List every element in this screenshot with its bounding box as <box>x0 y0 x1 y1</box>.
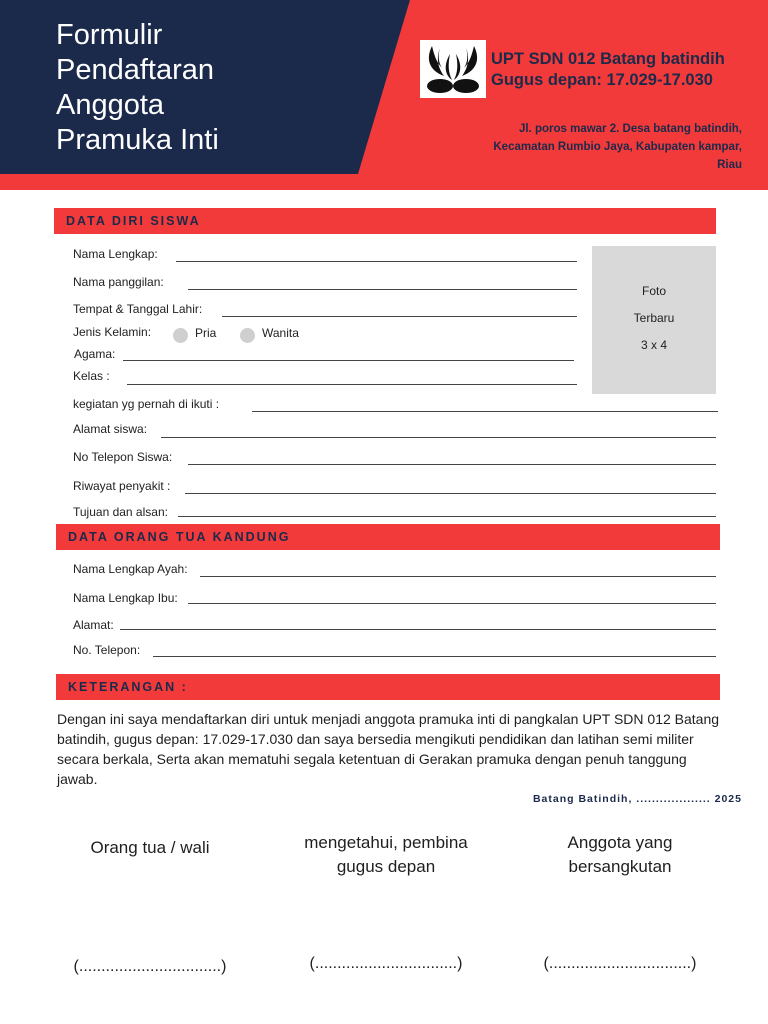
section-parent-heading: DATA ORANG TUA KANDUNG <box>68 530 291 544</box>
label-father: Nama Lengkap Ayah: <box>73 562 188 576</box>
label-phone: No Telepon Siswa: <box>73 450 173 464</box>
photo-placeholder <box>592 246 716 394</box>
scout-logo-icon <box>420 40 486 98</box>
input-parent-phone[interactable] <box>153 656 716 657</box>
signature-parent-title-line-1: Orang tua / wali <box>90 838 210 857</box>
section-notes-heading: KETERANGAN : <box>68 680 188 694</box>
label-class: Kelas : <box>73 369 110 383</box>
form-title-line-3: Anggota <box>56 89 165 121</box>
label-mother: Nama Lengkap Ibu: <box>73 591 178 605</box>
input-phone[interactable] <box>188 464 716 465</box>
school-name: UPT SDN 012 Batang batindih <box>491 50 725 68</box>
declaration-statement: Dengan ini saya mendaftarkan diri untuk menjadi anggota pramuka inti di pangkalan UPT SDN 012 Batang batindih, gugus depan: 17.029-17.030 dan saya bersedia mengikuti pendidikan dan latihan semi militer secara berkala, Serta akan mematuhi segala ketentuan di Gerakan pramuka dengan penuh tanggung jawab. <box>57 711 720 787</box>
section-student-data <box>54 208 716 234</box>
address-line-2: Kecamatan Rumbio Jaya, Kabupaten kampar, <box>493 141 742 153</box>
label-female: Wanita <box>262 326 299 340</box>
label-purpose: Tujuan dan alsan: <box>73 505 168 519</box>
label-gender: Jenis Kelamin: <box>73 325 152 339</box>
signature-coach-title-line-2: gugus depan <box>336 857 436 876</box>
input-parent-address[interactable] <box>120 629 716 630</box>
label-male: Pria <box>195 326 217 340</box>
label-birth: Tempat & Tanggal Lahir: <box>73 302 203 316</box>
label-address: Alamat siswa: <box>73 422 148 436</box>
signature-parent-blank[interactable]: (................................) <box>73 958 227 975</box>
signature-member-blank[interactable]: (................................) <box>543 955 697 972</box>
radio-female[interactable] <box>240 328 255 343</box>
form-title-line-1: Formulir <box>56 19 163 51</box>
input-full-name[interactable] <box>176 261 577 262</box>
signature-coach-title-line-1: mengetahui, pembina <box>304 833 468 852</box>
signature-coach-blank[interactable]: (................................) <box>309 955 463 972</box>
form-title-line-2: Pendaftaran <box>56 54 215 86</box>
input-address[interactable] <box>161 437 716 438</box>
input-father[interactable] <box>200 576 716 577</box>
signature-member-title-line-2: bersangkutan <box>568 857 672 876</box>
label-activities: kegiatan yg pernah di ikuti : <box>73 397 220 411</box>
label-nickname: Nama panggilan: <box>73 275 164 289</box>
address-line-1: Jl. poros mawar 2. Desa batang batindih, <box>518 123 742 135</box>
label-parent-address: Alamat: <box>73 618 114 632</box>
signature-member-title <box>530 831 710 879</box>
form-title-line-4: Pramuka Inti <box>56 124 219 156</box>
section-notes <box>56 674 720 700</box>
input-birth[interactable] <box>222 316 577 317</box>
label-illness: Riwayat penyakit : <box>73 479 171 493</box>
section-student-heading: DATA DIRI SISWA <box>66 214 201 228</box>
input-activities[interactable] <box>252 411 718 412</box>
input-mother[interactable] <box>188 603 716 604</box>
label-parent-phone: No. Telepon: <box>73 643 141 657</box>
photo-text-1: Foto <box>641 284 666 298</box>
place-date-line: Batang Batindih, ................... 2025 <box>532 793 742 805</box>
radio-male[interactable] <box>173 328 188 343</box>
input-religion[interactable] <box>123 360 574 361</box>
section-parent-data <box>56 524 720 550</box>
address-line-3: Riau <box>717 159 742 171</box>
label-full-name: Nama Lengkap: <box>73 247 158 261</box>
signature-member-title-line-1: Anggota yang <box>567 833 673 852</box>
gugus-depan: Gugus depan: 17.029-17.030 <box>491 71 713 89</box>
input-nickname[interactable] <box>188 289 577 290</box>
photo-text-3: 3 x 4 <box>640 338 667 352</box>
signature-coach-title <box>276 831 496 879</box>
input-class[interactable] <box>127 384 577 385</box>
input-purpose[interactable] <box>178 516 716 517</box>
photo-text-2: Terbaru <box>633 311 675 325</box>
input-illness[interactable] <box>185 493 716 494</box>
label-religion: Agama: <box>74 347 116 361</box>
signature-parent-title <box>60 836 240 860</box>
